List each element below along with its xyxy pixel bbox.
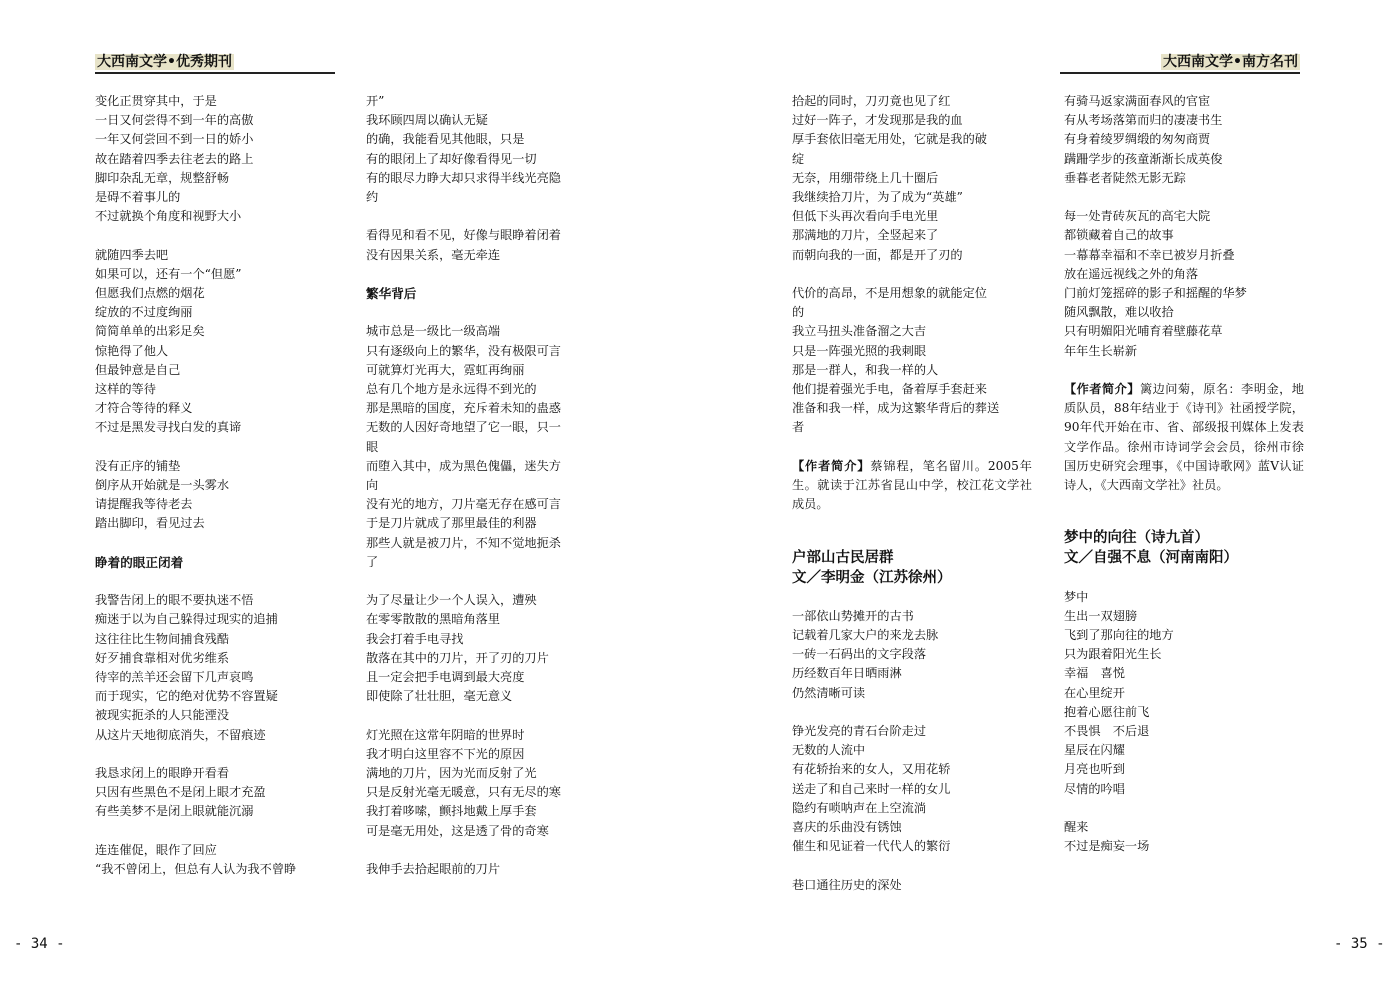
poem-line: 但最钟意是自己 [95, 362, 181, 377]
poem-line: 一砖一石码出的文字段落 [792, 647, 927, 662]
column-2 [366, 92, 608, 879]
poem-line: 连连催促，眼作了回应 [95, 842, 217, 857]
poem-line: 过好一阵子，才发现那是我的血 [792, 113, 963, 128]
author-bio-text: 蔡锦程，笔名留川。2005年生。就读于江苏省昆山中学，校江花文学社成员。 [792, 458, 1032, 512]
poem-line: 踏出脚印，看见过去 [95, 516, 205, 531]
poem-subtitle: 睁着的眼正闭着 [95, 554, 184, 570]
poem-line: 厚手套依旧毫无用处，它就是我的破 [792, 132, 987, 147]
poem-line: 只为跟着阳光生长 [1064, 647, 1162, 662]
poem-line: 看得见和看不见，好像与眼睁着闭着 [366, 228, 561, 243]
poem-line: 倒序从开始就是一头雾水 [95, 478, 230, 493]
header-left [95, 52, 335, 74]
poem-line: 星辰在闪耀 [1064, 743, 1125, 758]
poem-line: 故在踏着四季去往老去的路上 [95, 151, 254, 166]
poem-line: 惊艳得了他人 [95, 343, 169, 358]
poem-line: 可是毫无用处，这是透了骨的奇寒 [366, 823, 549, 838]
poem-line: 没有正序的铺垫 [95, 458, 181, 473]
poem-line: 绽 [792, 151, 805, 166]
header-right [1060, 52, 1300, 74]
poem-line: 隐约有唢呐声在上空流淌 [792, 800, 927, 815]
poem-line: 没有光的地方，刀片毫无存在感可言 [366, 497, 561, 512]
poem-line: 满地的刀片，因为光而反射了光 [366, 766, 537, 781]
poem-line: 有花轿抬来的女人，又用花轿 [792, 762, 951, 777]
poem-line: 无数的人流中 [792, 743, 866, 758]
poem-line: 我警告闭上的眼不要执迷不悟 [95, 593, 254, 608]
poem-line: 历经数百年日晒雨淋 [792, 666, 902, 681]
poem-line: 了 [366, 554, 379, 569]
poem-line: 而朝向我的一面，都是开了刃的 [792, 247, 963, 262]
author-bio [792, 457, 1032, 515]
poem-line: 这样的等待 [95, 382, 156, 397]
poem-line: 待宰的羔羊还会留下几声哀鸣 [95, 670, 254, 685]
poem-line: 我立马扭头准备溜之大吉 [792, 324, 927, 339]
column-4 [1064, 92, 1304, 856]
header-right-title: 大西南文学•南方名刊 [1163, 54, 1298, 70]
poem-line: 灯光照在这常年阴暗的世界时 [366, 727, 525, 742]
poem-line: 那些人就是被刀片，不知不觉地扼杀 [366, 535, 561, 550]
poem-line: 有身着绫罗绸缎的匆匆商贾 [1064, 132, 1211, 147]
poem-line: 我会打着手电寻找 [366, 631, 464, 646]
poem-line: 一年又何尝回不到一日的娇小 [95, 132, 254, 147]
author-bio-label: 【作者简介】 [792, 458, 871, 473]
poem-line: 不过就换个角度和视野大小 [95, 209, 242, 224]
poem-line: 那是一群人，和我一样的人 [792, 362, 939, 377]
poem-line: 我伸手去拾起眼前的刀片 [366, 862, 501, 877]
poem-line: 月亮也听到 [1064, 762, 1125, 777]
header-left-title: 大西南文学•优秀期刊 [97, 54, 232, 70]
poem-line: 痴迷于以为自己躲得过现实的追捕 [95, 612, 278, 627]
poem-line: 蹒跚学步的孩童渐渐长成英俊 [1064, 151, 1223, 166]
poem-line: 只有逐级向上的繁华，没有极限可言 [366, 343, 561, 358]
poem-line: 约 [366, 190, 379, 205]
poem-line: 那满地的刀片，全竖起来了 [792, 228, 939, 243]
poem-line: 散落在其中的刀片，开了刃的刀片 [366, 650, 549, 665]
poem-line: 这往往比生物间捕食残酷 [95, 631, 230, 646]
poem-line: 巷口通往历史的深处 [792, 877, 902, 892]
poem-line: 不过是黑发寻找白发的真谛 [95, 420, 242, 435]
column-3 [792, 92, 1032, 895]
poem-line: 醒来 [1064, 820, 1089, 835]
poem-line: 我环顾四周以确认无疑 [366, 113, 488, 128]
poem-line: 飞到了那向往的地方 [1064, 628, 1174, 643]
poem-line: 眼 [366, 439, 379, 454]
poem-line: 无数的人因好奇地望了它一眼，只一 [366, 420, 561, 435]
poem-line: 绽放的不过度绚丽 [95, 305, 193, 320]
poem-line: 才符合等待的释义 [95, 401, 193, 416]
poem-line: 仍然清晰可读 [792, 685, 866, 700]
article-title: 户部山古民居群 [792, 549, 894, 566]
poem-line: “我不曾闭上，但总有人认为我不曾睁 [95, 862, 297, 877]
poem-line: 于是刀片就成了那里最佳的利器 [366, 516, 537, 531]
poem-line: 放在遥远视线之外的角落 [1064, 266, 1199, 281]
poem-line: 随风飘散，难以收拾 [1064, 305, 1174, 320]
poem-line: 幸福 喜悦 [1064, 666, 1125, 681]
poem-line: 但低下头再次看向手电光里 [792, 209, 939, 224]
poem-line: 一日又何尝得不到一年的高傲 [95, 113, 254, 128]
article-author: 文／自强不息（河南南阳） [1064, 550, 1238, 567]
poem-line: 脚印杂乱无章，规整舒畅 [95, 170, 230, 185]
page-number-right: - 35 - [1334, 936, 1385, 952]
poem-line: 者 [792, 420, 805, 435]
poem-line: 有些美梦不是闭上眼就能沉溺 [95, 804, 254, 819]
poem-line: 不畏惧 不后退 [1064, 724, 1150, 739]
poem-line: 代价的高昂，不是用想象的就能定位 [792, 286, 987, 301]
poem-line: 就随四季去吧 [95, 247, 169, 262]
poem-line: 催生和见证着一代代人的繁衍 [792, 839, 951, 854]
poem-line: 且一定会把手电调到最大亮度 [366, 670, 525, 685]
poem-line: 一部依山势摊开的古书 [792, 608, 914, 623]
poem-line: 尽情的吟唱 [1064, 781, 1125, 796]
poem-subtitle: 繁华背后 [366, 286, 417, 301]
poem-line: 的 [792, 305, 805, 320]
poem-line: 年年生长崭新 [1064, 343, 1138, 358]
poem-line: 好歹捕食靠相对优劣维系 [95, 650, 230, 665]
poem-line: 总有几个地方是永远得不到光的 [366, 382, 537, 396]
poem-line: 只是反射光毫无暖意，只有无尽的寒 [366, 785, 561, 800]
poem-line: 有的眼尽力睁大却只求得半线光亮隐 [366, 170, 561, 185]
poem-line: 生出一双翅膀 [1064, 608, 1138, 623]
poem-line: 准备和我一样，成为这繁华背后的葬送 [792, 401, 1000, 416]
poem-line: 一幕幕幸福和不幸已被岁月折叠 [1064, 247, 1235, 262]
poem-line: 只有明媚阳光哺育着壁藤花草 [1064, 324, 1223, 339]
poem-line: 即使除了壮壮胆，毫无意义 [366, 689, 513, 704]
poem-line: 而堕入其中，成为黑色傀儡，迷失方 [366, 458, 561, 473]
poem-line: 我才明白这里容不下光的原因 [366, 746, 525, 761]
poem-line: 城市总是一级比一级高端 [366, 324, 501, 339]
poem-line: 可就算灯光再大，霓虹再绚丽 [366, 362, 525, 377]
poem-line: 是碍不着事儿的 [95, 190, 181, 205]
poem-line: 抱着心愿往前飞 [1064, 704, 1150, 719]
poem-line: 的确，我能看见其他眼，只是 [366, 132, 525, 147]
poem-line: 有骑马返家满面春风的官宦 [1064, 94, 1211, 108]
article-title: 梦中的向往（诗九首） [1064, 530, 1209, 547]
poem-line: 在零零散散的黑暗角落里 [366, 612, 501, 627]
poem-line: 没有因果关系，毫无牵连 [366, 247, 501, 262]
poem-line: 在心里绽开 [1064, 685, 1125, 700]
poem-line: 向 [366, 478, 379, 493]
poem-line: 喜庆的乐曲没有锈蚀 [792, 820, 902, 835]
poem-line: 记载着几家大户的来龙去脉 [792, 628, 939, 643]
poem-line: 我继续拾刀片，为了成为“英雄” [792, 190, 963, 205]
poem-line: 不过是痴妄一场 [1064, 839, 1150, 854]
poem-line: 拾起的同时，刀刃竟也见了红 [792, 94, 951, 108]
column-1 [95, 92, 337, 879]
page-number-left: - 34 - [14, 936, 65, 952]
poem-line: 梦中 [1064, 589, 1089, 604]
poem-line: 无奈，用绷带绕上几十圈后 [792, 170, 939, 185]
poem-line: 门前灯笼摇碎的影子和摇醒的华梦 [1064, 286, 1247, 301]
poem-line: 有的眼闭上了却好像看得见一切 [366, 151, 537, 166]
poem-line: 我恳求闭上的眼睁开看看 [95, 766, 230, 781]
poem-line: 变化正贯穿其中，于是 [95, 94, 217, 108]
author-bio-label: 【作者简介】 [1064, 382, 1140, 397]
poem-line: 请提醒我等待老去 [95, 497, 193, 512]
poem-line: 每一处青砖灰瓦的高宅大院 [1064, 209, 1211, 224]
poem-line: 开” [366, 94, 385, 108]
author-bio [1064, 380, 1304, 495]
poem-line: 为了尽量让少一个人误入，遭殃 [366, 593, 537, 608]
article-author: 文／李明金（江苏徐州） [792, 569, 952, 586]
poem-line: 他们提着强光手电，备着厚手套赶来 [792, 382, 987, 397]
poem-line: 从这片天地彻底消失，不留痕迹 [95, 727, 266, 742]
poem-line: 我打着哆嗦，颤抖地戴上厚手套 [366, 804, 537, 819]
poem-line: 只是一阵强光照的我刺眼 [792, 343, 927, 358]
poem-line: 但愿我们点燃的烟花 [95, 286, 205, 301]
poem-line: 垂暮老者陡然无影无踪 [1064, 170, 1186, 185]
poem-line: 只因有些黑色不是闭上眼才充盈 [95, 785, 266, 800]
poem-line: 送走了和自己来时一样的女儿 [792, 781, 951, 796]
author-bio-text: 篱边问菊，原名：李明金，地质队员，88年结业于《诗刊》社函授学院，90年代开始在市、省、部级报刊媒体上发表文学作品。徐州市诗词学会会员，徐州市徐国历史研究会理事，《中国诗歌网》蓝V认证诗人，《大西南文学社》社员。 [1064, 382, 1304, 493]
poem-line: 简简单单的出彩足矣 [95, 324, 205, 339]
poem-line: 被现实扼杀的人只能湮没 [95, 708, 230, 723]
poem-line: 那是黑暗的国度，充斥着未知的蛊惑 [366, 401, 561, 416]
poem-line: 有从考场落第而归的凄凄书生 [1064, 113, 1223, 128]
poem-line: 都锁藏着自己的故事 [1064, 228, 1174, 243]
poem-line: 铮光发亮的青石台阶走过 [792, 724, 927, 739]
poem-line: 而于现实，它的绝对优势不容置疑 [95, 689, 278, 704]
poem-line: 如果可以，还有一个“但愿” [95, 266, 242, 281]
